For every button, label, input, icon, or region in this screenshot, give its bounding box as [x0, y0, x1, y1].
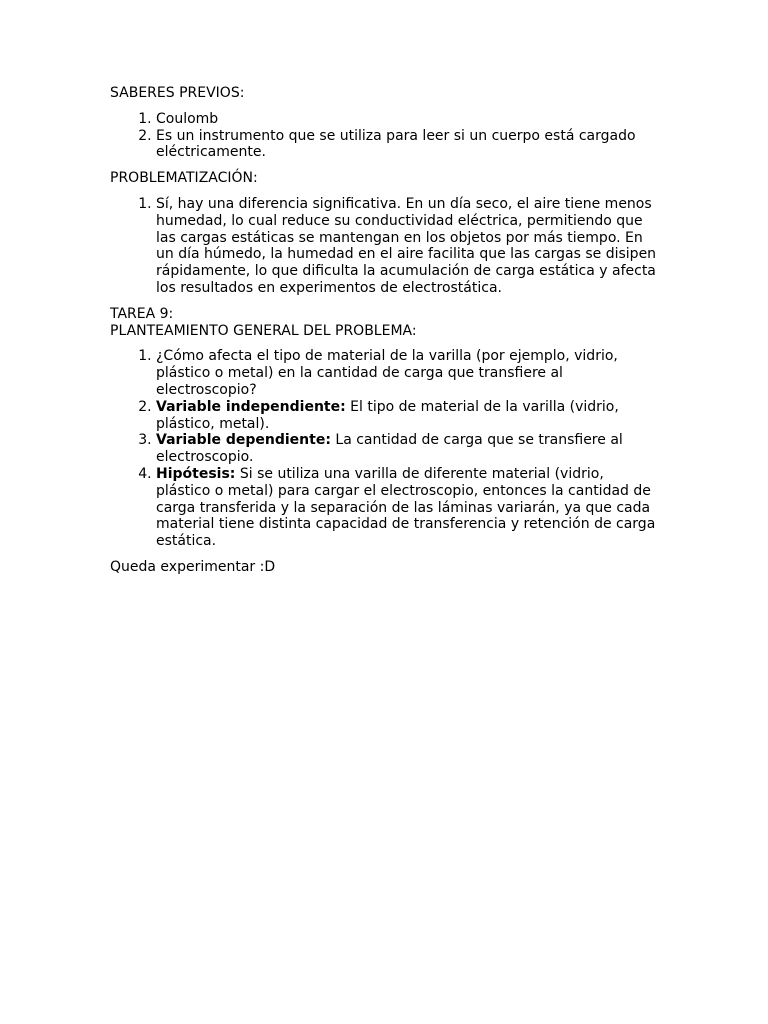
independent-variable-text: El tipo de material de la varilla (vidrio, plástico, metal). [156, 398, 619, 432]
independent-variable-label: Variable independiente: [156, 398, 346, 415]
tarea-heading: TAREA 9: [110, 305, 174, 322]
document-body [110, 85, 660, 576]
hypothesis-label: Hipótesis: [156, 465, 236, 482]
hypothesis-text: Si se utiliza una varilla de diferente material (vidrio, plástico o metal) para cargar el electroscopio, entonces la cantidad de carga transferida y la separación de las láminas variarán, ya que cada material tiene distinta capacidad de transferencia y retención de carga estática. [156, 465, 656, 550]
list-item: 2. Es un instrumento que se utiliza para leer si un cuerpo está cargado eléctricamente. [156, 128, 660, 162]
closing-text: Queda experimentar :D [110, 558, 276, 575]
tarea-list [110, 348, 660, 550]
list-item-question: 1. ¿Cómo afecta el tipo de material de la varilla (por ejemplo, vidrio, plástico o metal) en la cantidad de carga que transfiere al electroscopio? [156, 348, 660, 398]
dependent-variable-text: La cantidad de carga que se transfiere al electroscopio. [156, 432, 623, 466]
list-item: 1. Sí, hay una diferencia significativa. En un día seco, el aire tiene menos humedad, lo cual reduce su conductividad eléctrica, permitiendo que las cargas estáticas se mantengan en los objetos por más tiempo. En un día húmedo, la humedad en el aire facilita que las cargas se disipen rápidamente, lo que dificulta la acumulación de carga estática y afecta los resultados en experimentos de electrostática. [156, 196, 660, 297]
list-item-hypothesis [156, 466, 660, 550]
tarea-subheading: PLANTEAMIENTO GENERAL DEL PROBLEMA: [110, 322, 417, 339]
saberes-heading: SABERES PREVIOS: [110, 85, 245, 101]
problematizacion-heading: PROBLEMATIZACIÓN: [110, 170, 258, 187]
problematizacion-list [110, 196, 660, 297]
list-item-independent-variable [156, 399, 660, 433]
list-item-dependent-variable [156, 432, 660, 466]
list-item: 1. Coulomb [156, 111, 660, 128]
dependent-variable-label: Variable dependiente: [156, 432, 331, 449]
saberes-list [110, 111, 660, 161]
